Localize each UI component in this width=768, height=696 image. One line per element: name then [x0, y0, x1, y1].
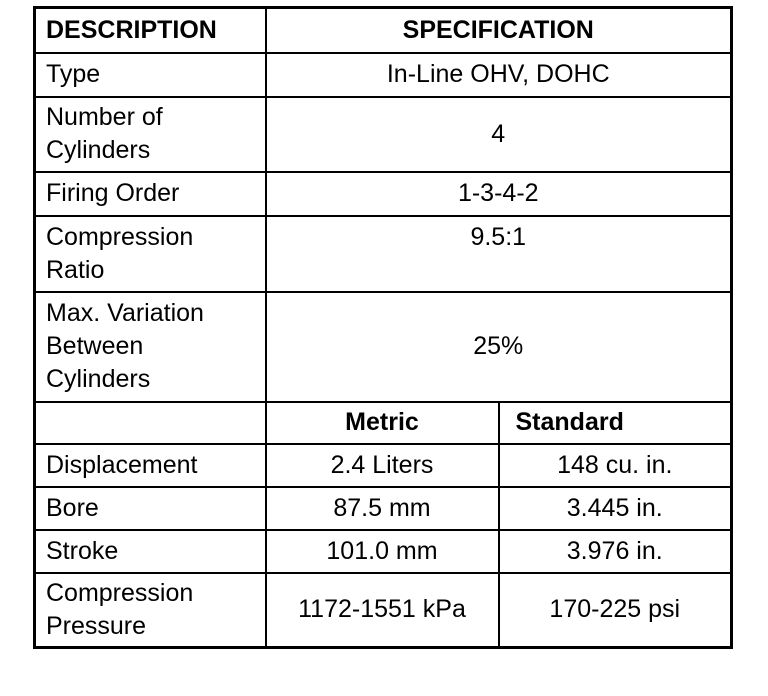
label-line: Number of	[46, 103, 163, 131]
metric-value: 2.4 Liters	[266, 444, 499, 487]
row-label	[35, 53, 266, 97]
standard-header: Standard	[499, 402, 732, 444]
table-row	[35, 292, 732, 402]
row-label	[35, 292, 266, 402]
label-line: Cylinders	[46, 365, 151, 393]
row-value: In-Line OHV, DOHC	[266, 53, 732, 97]
metric-value: 87.5 mm	[266, 487, 499, 530]
row-value: 9.5:1	[266, 216, 732, 292]
table-row	[35, 216, 732, 292]
standard-value: 3.445 in.	[499, 487, 732, 530]
engine-specification-table	[33, 6, 733, 649]
units-header-row	[35, 402, 732, 444]
metric-value: 1172-1551 kPa	[266, 573, 499, 648]
label-line: Displacement	[46, 450, 198, 479]
description-header: DESCRIPTION	[35, 8, 266, 53]
table-row	[35, 573, 732, 648]
label-line: Cylinders	[46, 136, 151, 164]
label-line: Stroke	[46, 536, 119, 565]
row-label	[35, 444, 266, 487]
table-row	[35, 53, 732, 97]
table-row	[35, 487, 732, 530]
row-label	[35, 573, 266, 648]
standard-value: 170-225 psi	[499, 573, 732, 648]
label-line: Compression	[46, 222, 194, 251]
metric-header: Metric	[266, 402, 499, 444]
metric-value: 101.0 mm	[266, 530, 499, 573]
table-row	[35, 530, 732, 573]
empty-cell	[35, 402, 266, 444]
specification-header: SPECIFICATION	[266, 8, 732, 53]
row-label	[35, 97, 266, 172]
label-line: Bore	[46, 493, 99, 522]
label-line: Max. Variation	[46, 299, 204, 327]
label-line: Between	[46, 332, 144, 360]
row-value: 4	[266, 97, 732, 172]
table-row	[35, 172, 732, 216]
row-value: 1-3-4-2	[266, 172, 732, 216]
row-label	[35, 216, 266, 292]
label-line: Pressure	[46, 611, 147, 640]
label-line: Firing Order	[46, 179, 180, 207]
row-value: 25%	[266, 292, 732, 402]
table-row	[35, 444, 732, 487]
row-label	[35, 172, 266, 216]
label-line: Ratio	[46, 255, 105, 284]
row-label	[35, 487, 266, 530]
label-line: Type	[46, 60, 101, 88]
row-label	[35, 530, 266, 573]
table-header-row	[35, 8, 732, 53]
standard-value: 3.976 in.	[499, 530, 732, 573]
table-row	[35, 97, 732, 172]
standard-value: 148 cu. in.	[499, 444, 732, 487]
label-line: Compression	[46, 578, 194, 607]
